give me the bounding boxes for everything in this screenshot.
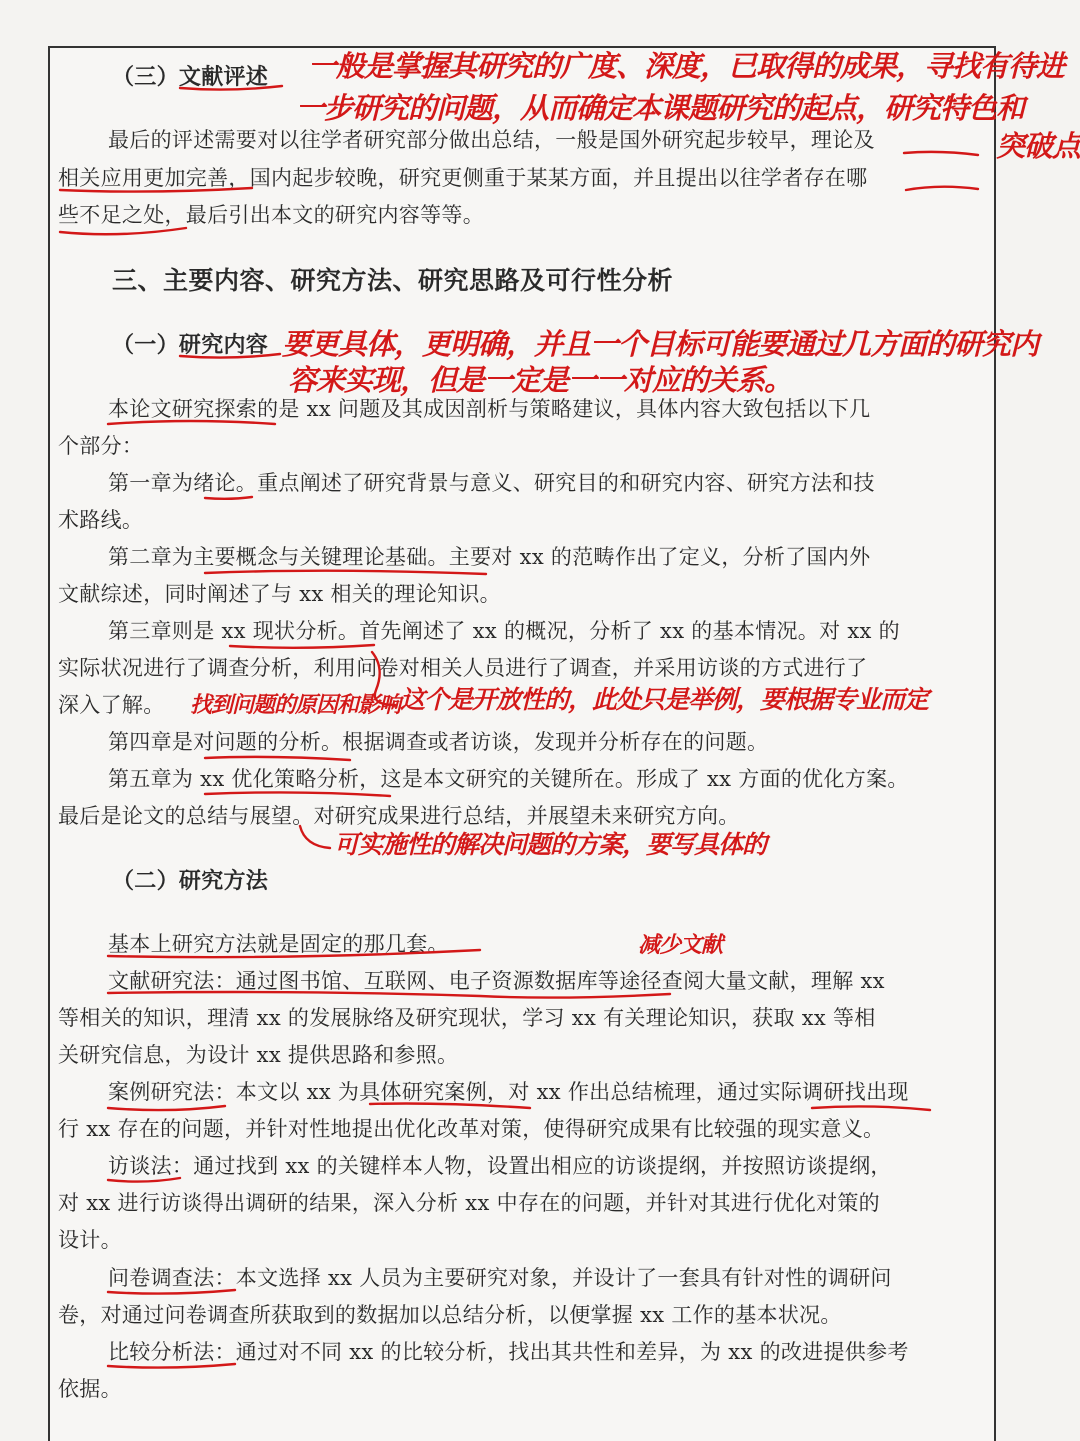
lit-review-note: 一步研究的问题，从而确定本课题研究的起点，研究特色和 (296, 91, 1025, 125)
content-line: 本论文研究探索的是 xx 问题及其成因剖析与策略建议，具体内容大致包括以下几 (108, 397, 871, 421)
chapter5-note: 可实施性的解决问题的方案，要写具体的 (334, 830, 767, 859)
chapter-4-line: 第四章是对问题的分析。根据调查或者访谈，发现并分析存在的问题。 (108, 730, 769, 754)
chapter3-note: 这个是开放性的，此处只是举例，要根据专业而定 (400, 685, 929, 714)
methods-line: 关研究信息，为设计 xx 提供思路和参照。 (58, 1043, 459, 1067)
underline-content (180, 354, 280, 358)
content-line: 术路线。 (58, 508, 144, 532)
interview-method-line: 访谈法：通过找到 xx 的关键样本人物，设置出相应的访谈提纲，并按照访谈提纲， (108, 1154, 892, 1178)
lit-review-note: 一般是掌握其研究的广度、深度，已取得的成果，寻找有待进 (308, 49, 1065, 83)
literature-method-line: 文献研究法：通过图书馆、互联网、电子资源数据库等途径查阅大量文献，理解 xx (108, 969, 885, 993)
content-line: 文献综述，同时阐述了与 xx 相关的理论知识。 (58, 582, 501, 606)
comparison-method-line: 比较分析法：通过对不同 xx 的比较分析，找出其共性和差异，为 xx 的改进提供参考 (108, 1340, 909, 1364)
methods-line: 等相关的知识，理清 xx 的发展脉络及研究现状，学习 xx 有关理论知识，获取 xx 等相 (58, 1006, 876, 1030)
content-line: 最后是论文的总结与展望。对研究成果进行总结，并展望未来研究方向。 (58, 804, 740, 828)
section-heading: 三、主要内容、研究方法、研究思路及可行性分析 (112, 266, 674, 295)
methods-note: 减少文献 (638, 933, 723, 958)
chapter-5-line: 第五章为 xx 优化策略分析，这是本文研究的关键所在。形成了 xx 方面的优化方案。 (108, 767, 909, 791)
content-line: 深入了解。 (58, 693, 165, 717)
chapter-2-line: 第二章为主要概念与关键理论基础。主要对 xx 的范畴作出了定义，分析了国内外 (108, 545, 871, 569)
underline-lit-review (180, 86, 282, 90)
methods-line: 依据。 (58, 1377, 122, 1401)
content-line: 实际状况进行了调查分析，利用问卷对相关人员进行了调查，并采用访谈的方式进行了 (58, 656, 868, 680)
methods-line: 基本上研究方法就是固定的那几套。 (108, 932, 449, 956)
chapter-1-line: 第一章为绪论。重点阐述了研究背景与意义、研究目的和研究内容、研究方法和技 (108, 471, 875, 495)
chapter-3-line: 第三章则是 xx 现状分析。首先阐述了 xx 的概况，分析了 xx 的基本情况。对 xx 的 (108, 619, 900, 643)
content-heading: （一）研究内容 (112, 332, 269, 358)
lit-review-heading: （三）文献评述 (112, 64, 269, 90)
methods-line: 设计。 (58, 1228, 122, 1252)
lit-review-line: 最后的评述需要对以往学者研究部分做出总结，一般是国外研究起步较早，理论及 (108, 128, 875, 152)
content-note: 要更具体，更明确，并且一个目标可能要通过几方面的研究内 (282, 327, 1039, 361)
methods-line: 卷，对通过问卷调查所获取到的数据加以总结分析，以便掌握 xx 工作的基本状况。 (58, 1303, 842, 1327)
methods-line: 行 xx 存在的问题，并针对性地提出优化改革对策，使得研究成果有比较强的现实意义。 (58, 1117, 885, 1141)
lit-review-line: 些不足之处，最后引出本文的研究内容等等。 (58, 203, 484, 227)
lit-review-note: 突破点 (996, 129, 1080, 163)
methods-heading: （二）研究方法 (112, 868, 269, 894)
survey-method-line: 问卷调查法：本文选择 xx 人员为主要研究对象，并设计了一套具有针对性的调研问 (108, 1266, 892, 1290)
content-note: 容来实现，但是一定是一一对应的关系。 (288, 363, 793, 397)
methods-line: 对 xx 进行访谈得出调研的结果，深入分析 xx 中存在的问题，并针对其进行优化对策的 (58, 1191, 880, 1215)
chapter4-note: 找到问题的原因和影响 (190, 693, 401, 718)
content-line: 个部分： (58, 434, 144, 458)
case-method-line: 案例研究法：本文以 xx 为具体研究案例，对 xx 作出总结梳理，通过实际调研找出现 (108, 1080, 909, 1104)
arrow-chapter5 (300, 826, 330, 848)
lit-review-line: 相关应用更加完善，国内起步较晚，研究更侧重于某某方面，并且提出以往学者存在哪 (58, 166, 868, 190)
